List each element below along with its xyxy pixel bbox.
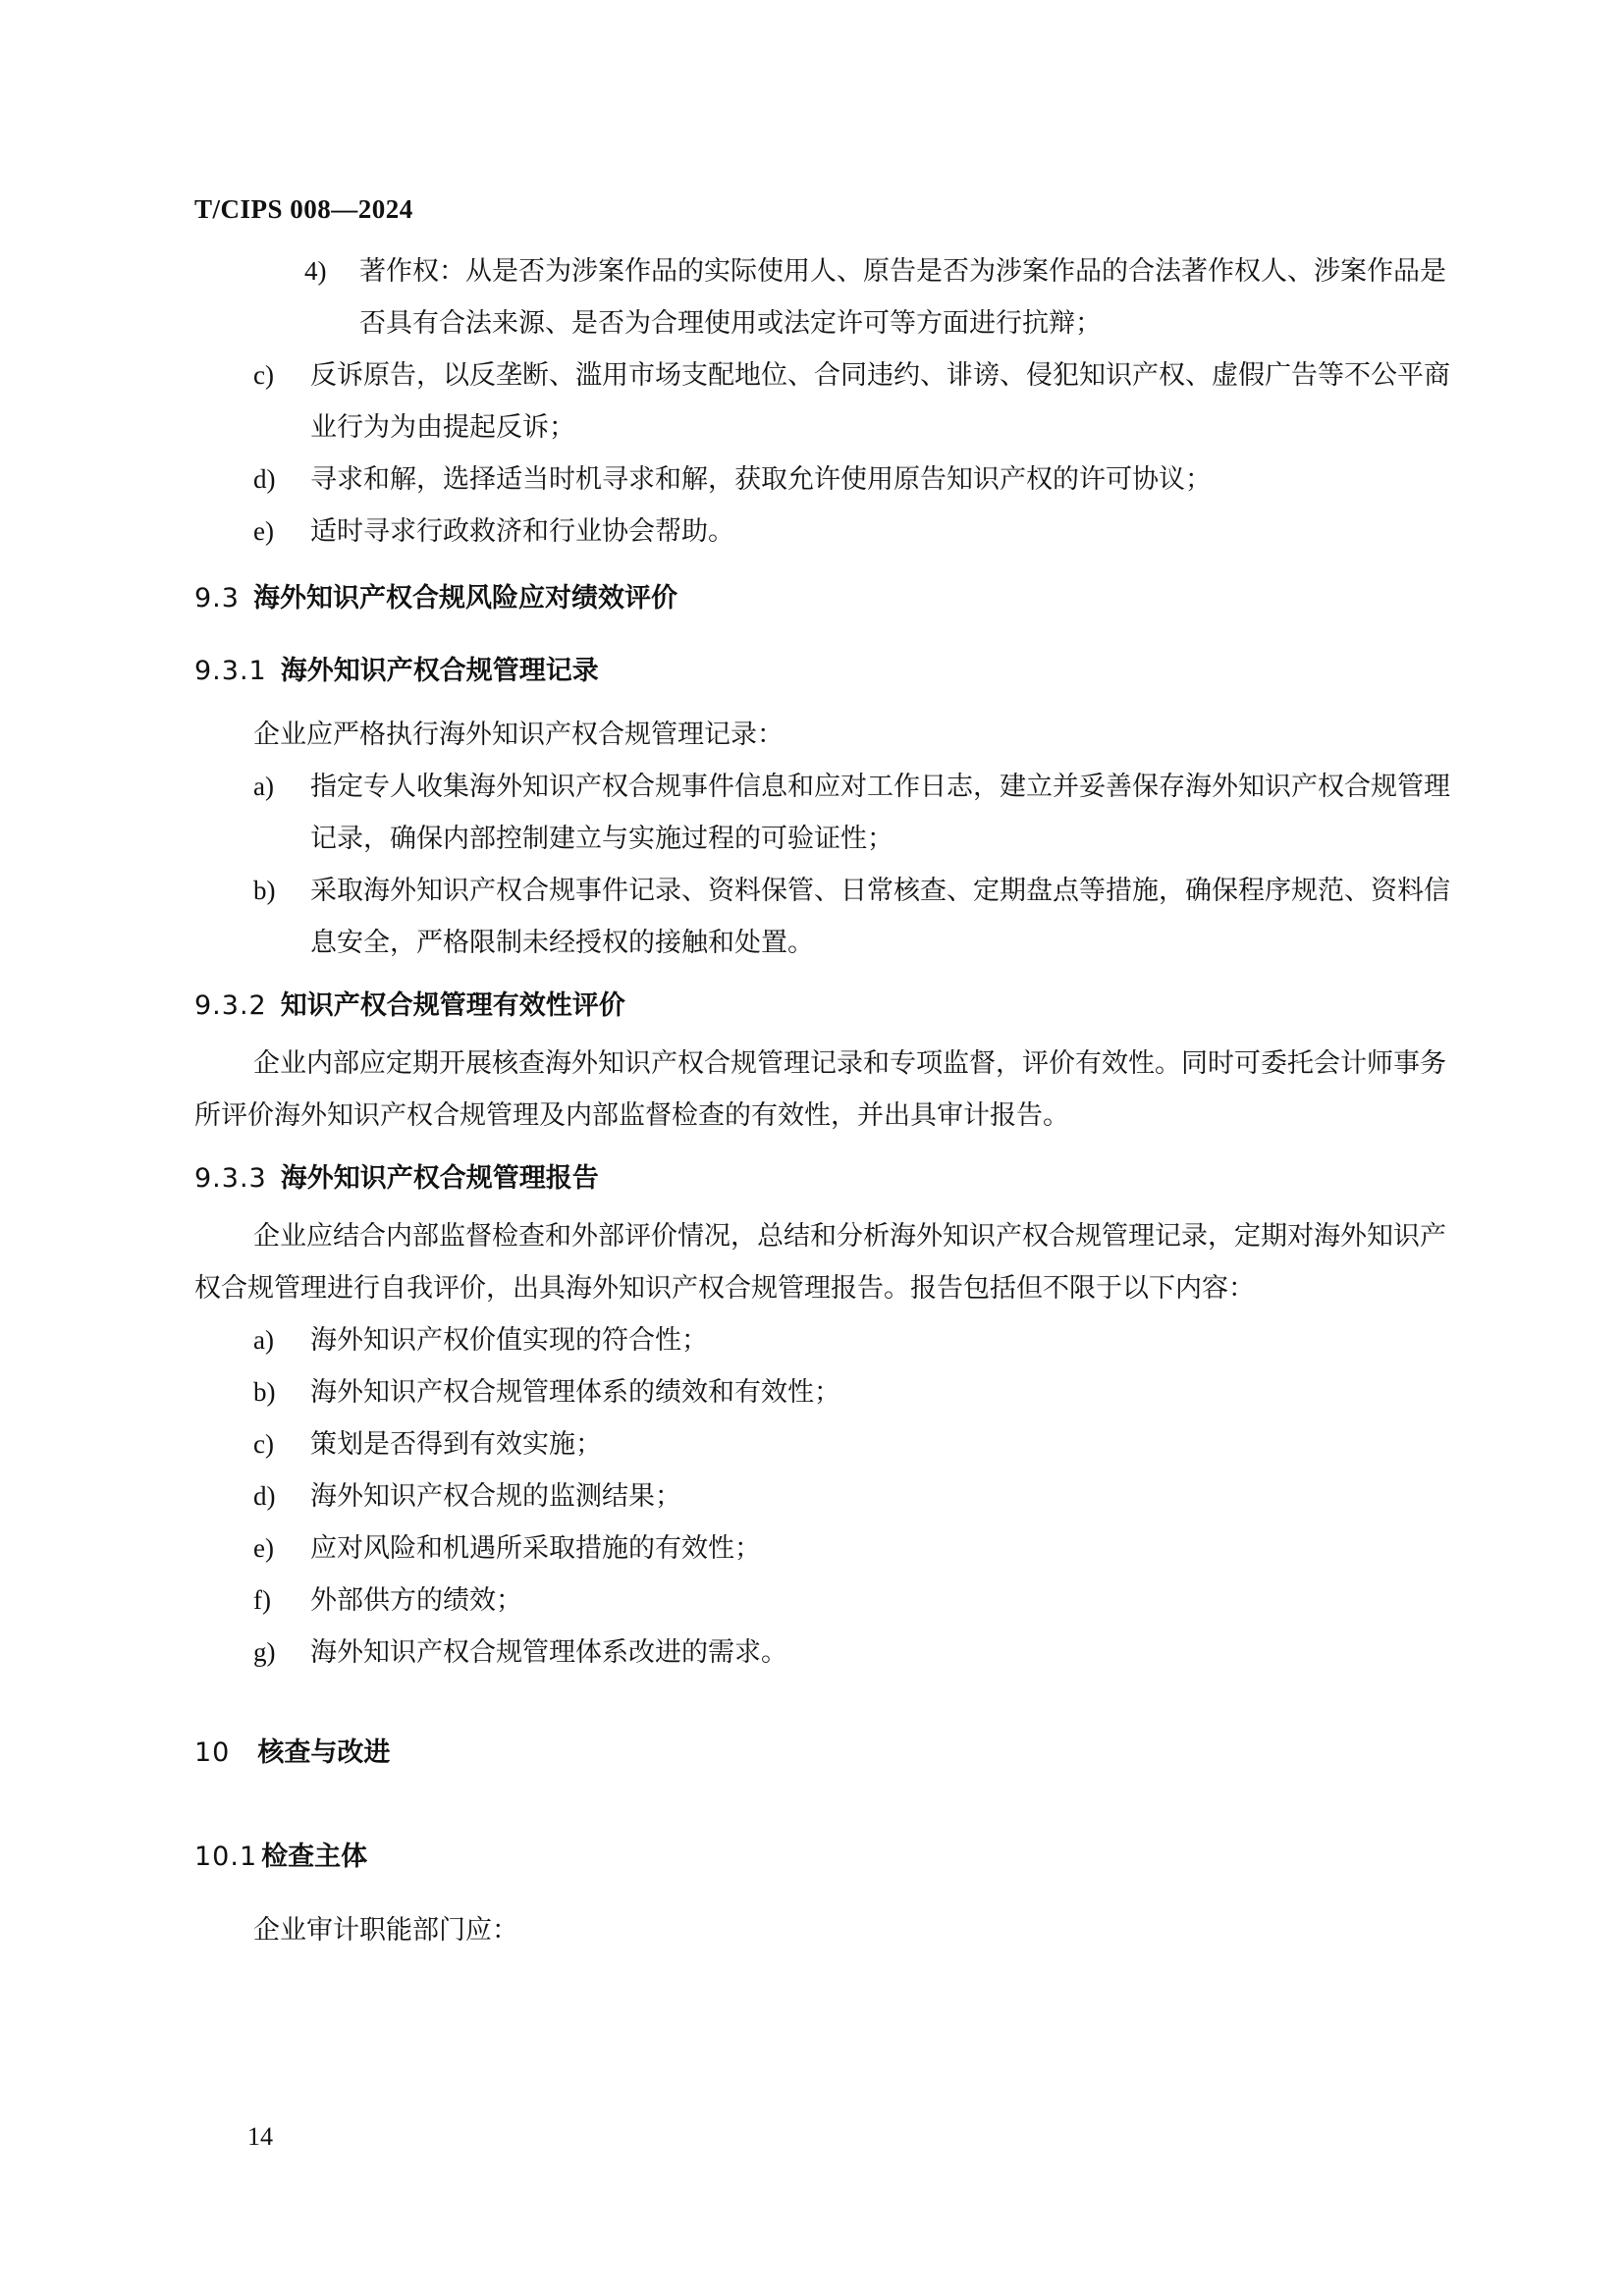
page-number: 14 [247, 2122, 273, 2151]
paragraph: 企业应严格执行海外知识产权合规管理记录： [253, 720, 784, 750]
list-marker: b) [253, 876, 276, 905]
list-item [194, 1522, 1451, 1575]
section-title: 知识产权合规管理有效性评价 [280, 990, 625, 1021]
chapter-number: 10 [194, 1737, 231, 1768]
section-number: 9.3.3 [194, 1163, 267, 1194]
section-number: 10.1 [194, 1842, 258, 1872]
list-item-text: 外部供方的绩效； [310, 1585, 522, 1616]
section-heading [194, 987, 1451, 1026]
list-item [194, 1314, 1451, 1366]
list-item [194, 865, 1451, 969]
list-marker: c) [253, 1429, 274, 1459]
list-marker: c) [253, 360, 274, 390]
section-number: 9.3.2 [194, 990, 267, 1021]
list-item [194, 349, 1451, 454]
list-marker: a) [253, 1325, 274, 1355]
content-list [194, 1314, 1451, 1679]
section-heading [194, 579, 1451, 618]
list-item [194, 245, 1451, 349]
paragraph: 企业内部应定期开展核查海外知识产权合规管理记录和专项监督，评价有效性。同时可委托会计师事务所评价海外知识产权合规管理及内部监督检查的有效性，并出具审计报告。 [194, 1048, 1446, 1131]
document-body [194, 245, 1451, 1956]
list-item [194, 1366, 1451, 1418]
list-item-text: 海外知识产权合规的监测结果； [310, 1481, 681, 1512]
section-title: 检查主体 [261, 1842, 368, 1872]
list-item-text: 指定专人收集海外知识产权合规事件信息和应对工作日志，建立并妥善保存海外知识产权合规管理记录，确保内部控制建立与实施过程的可验证性； [310, 772, 1450, 854]
section-number: 9.3 [194, 583, 240, 614]
section-heading [194, 1838, 1451, 1877]
list-item-text: 海外知识产权合规管理体系改进的需求。 [310, 1637, 787, 1668]
section-heading [194, 652, 1451, 691]
list-marker: f) [253, 1585, 271, 1615]
list-item [194, 1575, 1451, 1627]
chapter-title: 核查与改进 [257, 1737, 391, 1768]
list-item-text: 策划是否得到有效实施； [310, 1429, 602, 1460]
list-marker: 4) [304, 256, 327, 286]
paragraph: 企业审计职能部门应： [253, 1915, 518, 1946]
list-item-text: 海外知识产权合规管理体系的绩效和有效性； [310, 1377, 840, 1408]
list-marker: e) [253, 1533, 274, 1563]
list-marker: g) [253, 1637, 276, 1667]
section-title: 海外知识产权合规管理报告 [280, 1163, 599, 1194]
list-item-text: 反诉原告，以反垄断、滥用市场支配地位、合同违约、诽谤、侵犯知识产权、虚假广告等不公平商业行为为由提起反诉； [310, 360, 1450, 443]
list-marker: b) [253, 1377, 276, 1407]
list-item [194, 1627, 1451, 1679]
section-number: 9.3.1 [194, 656, 267, 686]
list-item [194, 761, 1451, 865]
list-marker: d) [253, 1481, 276, 1511]
list-item-text: 采取海外知识产权合规事件记录、资料保管、日常核查、定期盘点等措施，确保程序规范、资料信息安全，严格限制未经授权的接触和处置。 [310, 876, 1450, 958]
section-heading [194, 1159, 1451, 1199]
document-id: T/CIPS 008—2024 [194, 194, 413, 224]
section-title: 海外知识产权合规管理记录 [280, 656, 599, 686]
list-item [194, 506, 1451, 558]
paragraph: 企业应结合内部监督检查和外部评价情况，总结和分析海外知识产权合规管理记录，定期对海外知识产权合规管理进行自我评价，出具海外知识产权合规管理报告。报告包括但不限于以下内容： [194, 1221, 1446, 1304]
list-marker: a) [253, 772, 274, 801]
list-item-text: 海外知识产权价值实现的符合性； [310, 1325, 708, 1356]
list-item-text: 著作权：从是否为涉案作品的实际使用人、原告是否为涉案作品的合法著作权人、涉案作品是否具有合法来源、是否为合理使用或法定许可等方面进行抗辩； [359, 256, 1446, 339]
list-marker: d) [253, 464, 276, 494]
list-marker: e) [253, 516, 274, 546]
list-item-text: 寻求和解，选择适当时机寻求和解，获取允许使用原告知识产权的许可协议； [310, 464, 1212, 495]
section-title: 海外知识产权合规风险应对绩效评价 [252, 583, 677, 614]
list-item-text: 适时寻求行政救济和行业协会帮助。 [310, 516, 734, 547]
list-item [194, 1418, 1451, 1470]
list-item-text: 应对风险和机遇所采取措施的有效性； [310, 1533, 761, 1564]
list-item [194, 454, 1451, 506]
chapter-heading [194, 1734, 1451, 1773]
list-item [194, 1470, 1451, 1522]
